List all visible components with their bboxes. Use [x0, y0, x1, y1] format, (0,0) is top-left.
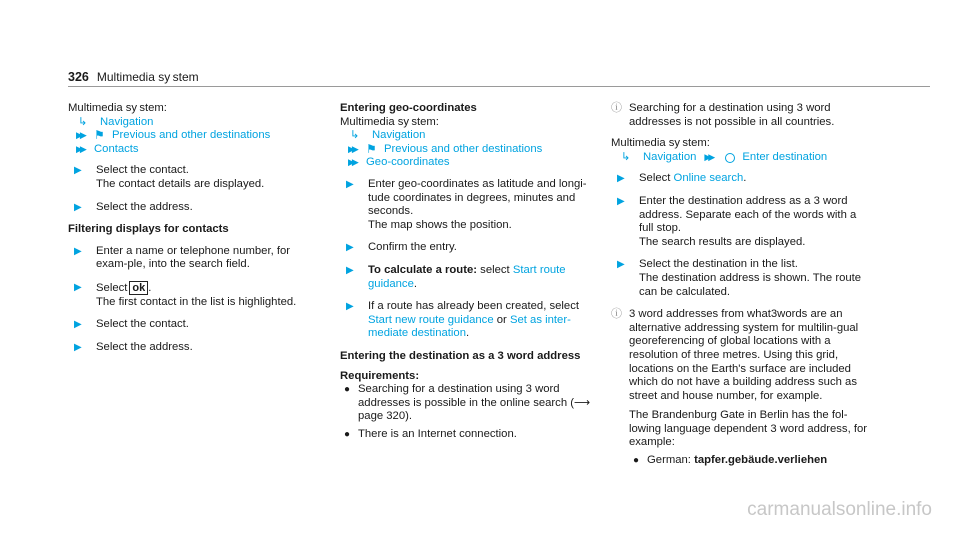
step-text: Enter a name or telephone number, for exam-ple, into the search field. — [96, 244, 291, 271]
hook-arrow-icon: ↳ — [78, 115, 88, 128]
step — [68, 164, 323, 191]
intro-label: Multimedia sy stem: — [340, 115, 439, 128]
page-number: 326 — [68, 70, 89, 84]
link-start-new-route-guidance[interactable]: Start new route guidance — [368, 313, 494, 326]
flag-icon: ⚑ — [94, 128, 105, 143]
step — [611, 258, 871, 299]
header-rule — [68, 86, 930, 87]
step-arrow-icon: ▶ — [74, 165, 82, 177]
hook-arrow-icon: ↳ — [621, 150, 631, 163]
step-text: Enter geo-coordinates as latitude and longi-tude coordinates in degrees, minutes and seconds. — [368, 177, 587, 218]
ok-button-symbol: ok — [129, 281, 148, 295]
column-1 — [68, 102, 323, 363]
step — [68, 201, 323, 215]
step — [68, 245, 323, 272]
path-row — [340, 143, 600, 157]
double-chevron-icon: ▶▶ — [704, 151, 713, 162]
link-start-route-guidance[interactable]: Start route guidance — [368, 263, 566, 290]
step: ▶ Select ok . The first contact in the list is highlighted. — [68, 281, 323, 309]
step — [611, 195, 871, 249]
step-text: select — [480, 263, 510, 276]
step-arrow-icon: ▶ — [74, 319, 82, 331]
link-online-search[interactable]: Online search — [673, 172, 744, 185]
path-link-geo-coordinates[interactable]: Geo-coordinates — [366, 156, 450, 169]
section-heading: Filtering displays for contacts — [68, 223, 229, 236]
page-header — [68, 70, 199, 84]
bullet-value: tapfer.gebäude.verliehen — [694, 454, 828, 467]
path-row — [340, 156, 600, 170]
link-set-as-intermediate-destination[interactable]: Set as inter-mediate destination — [368, 313, 571, 340]
step-text: Select the destination in the list. — [639, 258, 798, 271]
step-text: Select the address. — [96, 200, 193, 213]
search-icon — [725, 153, 735, 163]
step — [68, 341, 323, 355]
step-result: The map shows the position. — [368, 218, 512, 231]
flag-icon: ⚑ — [366, 141, 377, 156]
step-text: Select the address. — [96, 340, 193, 353]
step-arrow-icon: ▶ — [346, 242, 354, 254]
path-row — [611, 151, 871, 165]
double-chevron-icon: ▶▶ — [348, 143, 356, 154]
step: ▶ Select Online search. — [611, 172, 871, 186]
path-link-previous-destinations[interactable]: Previous and other destinations — [384, 142, 543, 155]
step: ▶ To calculate a route: select Start route guidance. — [340, 264, 600, 291]
info-icon: ⓘ — [611, 308, 622, 321]
path-link-contacts[interactable]: Contacts — [94, 142, 139, 155]
column-2 — [340, 102, 600, 445]
step-text: Select the contact. — [96, 164, 189, 177]
bullet-dot: ● — [344, 384, 351, 396]
step-arrow-icon: ▶ — [617, 195, 625, 207]
section-heading: Entering geo-coordinates — [340, 102, 477, 114]
step-bold-label: To calculate a route: — [368, 263, 478, 276]
page-reference-arrow-icon: ⟶ — [574, 396, 591, 409]
bullet-item: ● Searching for a destination using 3 word addresses is possible in the online search (⟶ page 320). — [340, 383, 600, 424]
double-chevron-icon: ▶▶ — [76, 143, 84, 154]
intro-label: Multimedia sy stem: — [611, 137, 710, 150]
bullet-dot: ● — [344, 428, 351, 440]
path-link-enter-destination[interactable]: Enter destination — [742, 150, 828, 163]
path-link-navigation[interactable]: Navigation — [643, 150, 697, 163]
step-arrow-icon: ▶ — [74, 281, 82, 293]
step-result: The first contact in the list is highlighted. — [96, 295, 297, 308]
double-chevron-icon: ▶▶ — [348, 157, 356, 168]
step-arrow-icon: ▶ — [617, 173, 625, 185]
step-arrow-icon: ▶ — [346, 301, 354, 313]
page-reference[interactable]: page 320). — [358, 410, 413, 423]
step-text: Select — [639, 172, 671, 185]
path-link-navigation[interactable]: Navigation — [372, 129, 426, 142]
bullet-item — [340, 428, 600, 442]
step-arrow-icon: ▶ — [74, 341, 82, 353]
note — [611, 308, 871, 472]
bullet-text: There is an Internet connection. — [358, 427, 517, 440]
step-arrow-icon: ▶ — [74, 201, 82, 213]
step-arrow-icon: ▶ — [346, 178, 354, 190]
note — [611, 102, 871, 129]
double-chevron-icon: ▶▶ — [76, 130, 84, 141]
step-arrow-icon: ▶ — [346, 264, 354, 276]
step-text: Select — [96, 281, 128, 294]
step — [340, 241, 600, 255]
intro-label: Multimedia sy stem: — [68, 102, 167, 114]
bullet-text: Searching for a destination using 3 word addresses is possible in the online search — [358, 383, 568, 409]
step: ▶ If a route has already been created, select Start new route guidance or Set as inter-mediate destination. — [340, 300, 600, 341]
column-3 — [611, 102, 871, 472]
bullet-label: German: — [647, 454, 691, 467]
step-arrow-icon: ▶ — [74, 245, 82, 257]
bullet-dot: ● — [633, 455, 640, 467]
requirements-heading: Requirements: — [340, 369, 420, 382]
note-text: 3 word addresses from what3words are an alternative addressing system for multilin-gual georeferencing of global locations with a resolution of three metres. Using this grid, locations on the Earth's surface are included which do not have a building address such as street and house number, for example. — [629, 308, 859, 402]
path-row — [68, 129, 323, 143]
page-header-title: Multimedia sy stem — [96, 70, 199, 84]
step-result: The destination address is shown. The route can be calculated. — [639, 271, 862, 298]
step-text: If a route has already been created, select — [368, 300, 580, 313]
watermark: carmanualsonline.info — [747, 499, 932, 520]
step-result: The contact details are displayed. — [96, 177, 265, 190]
step-text: Confirm the entry. — [368, 241, 457, 254]
step-text-or: or — [496, 313, 507, 326]
step-text: Enter the destination address as a 3 word address. Separate each of the words with a full stop. — [639, 194, 857, 235]
bullet-item — [629, 454, 871, 468]
section-heading: Entering the destination as a 3 word address — [340, 349, 581, 362]
info-icon: ⓘ — [611, 102, 622, 114]
step — [68, 318, 323, 332]
step-result: The search results are displayed. — [639, 235, 806, 248]
path-link-navigation[interactable]: Navigation — [100, 115, 154, 128]
step-arrow-icon: ▶ — [617, 259, 625, 271]
step-text: Select the contact. — [96, 318, 189, 331]
hook-arrow-icon: ↳ — [350, 129, 360, 142]
path-row — [68, 116, 323, 130]
note-text: Searching for a destination using 3 word addresses is not possible in all countries. — [629, 102, 835, 128]
step — [340, 178, 600, 232]
note-text: The Brandenburg Gate in Berlin has the fol-lowing language dependent 3 word address, for example: — [629, 409, 868, 449]
path-row — [340, 129, 600, 143]
path-link-previous-destinations[interactable]: Previous and other destinations — [112, 129, 271, 142]
path-row — [68, 143, 323, 157]
